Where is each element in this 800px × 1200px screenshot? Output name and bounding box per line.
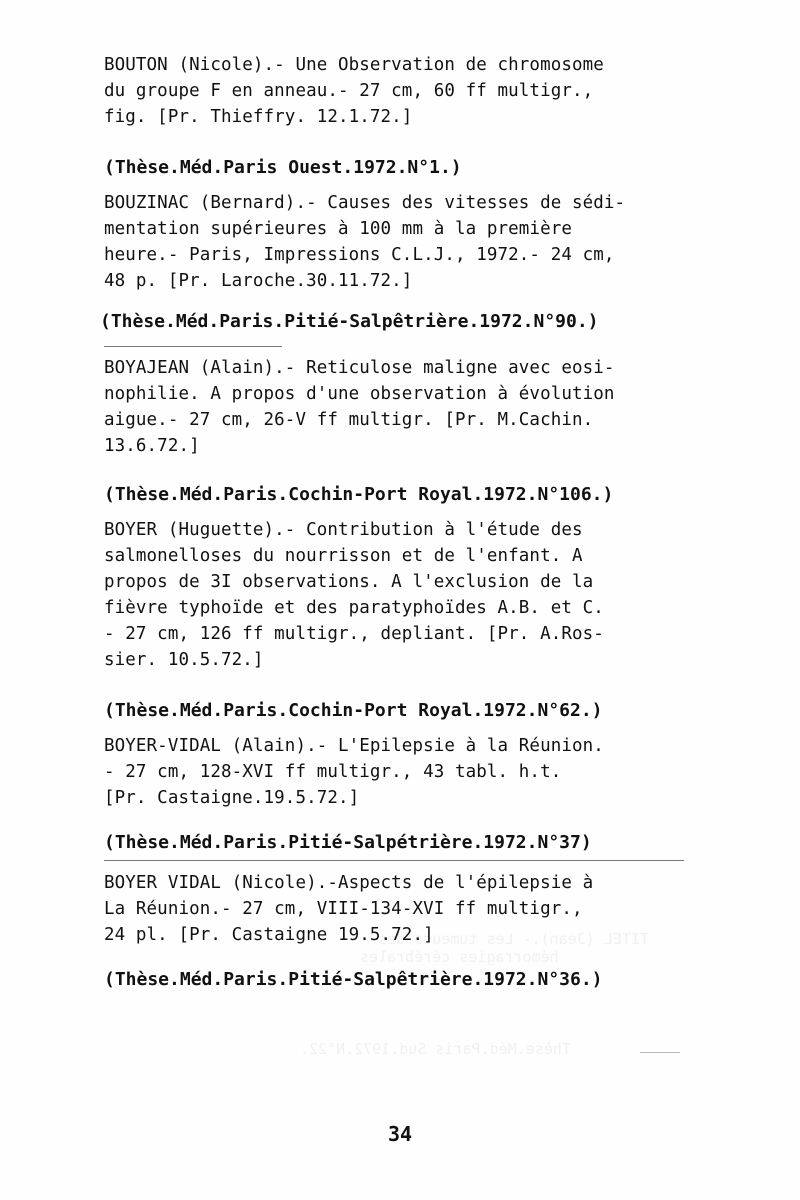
- divider-line: [104, 860, 684, 861]
- entry-thesis-note: (Thèse.Méd.Paris.Cochin-Port Royal.1972.N°106.): [104, 484, 614, 505]
- bibliography-entry: [104, 355, 704, 507]
- bibliography-entry: [104, 517, 704, 723]
- entry-citation: BOUTON (Nicole).- Une Observation de chromosome du groupe F en anneau.- 27 cm, 60 ff multigr., fig. [Pr. Thieffry. 12.1.72.]: [104, 55, 604, 127]
- bleed-through-ghost-text: TITEL (Jean).- Les tumeurs des hémorragies cérébrales: [360, 930, 649, 966]
- entry-thesis-note: (Thèse.Méd.Paris Ouest.1972.N°1.): [104, 157, 462, 178]
- page-number: 34: [387, 1122, 413, 1146]
- entry-citation: BOYAJEAN (Alain).- Reticulose maligne avec eosi- nophilie. A propos d'une observation à évolution aigue.- 27 cm, 26-V ff multigr. [Pr. M.Cachin. 13.6.72.]: [104, 358, 615, 456]
- entry-citation: BOYER (Huguette).- Contribution à l'étude des salmonelloses du nourrisson et de l'enfant. A propos de 3I observations. A l'exclusion de la fièvre typhoïde et des paratyphoïdes A.B. et C. - 27 cm, 126 ff multigr., depliant. [Pr. A.Ros- sier. 10.5.72.]: [104, 520, 604, 670]
- entry-citation: BOYER VIDAL (Nicole).-Aspects de l'épilepsie à La Réunion.- 27 cm, VIII-134-XVI ff multigr., 24 pl. [Pr. Castaigne 19.5.72.]: [104, 873, 594, 945]
- entry-thesis-note: (Thèse.Méd.Paris.Cochin-Port Royal.1972.N°62.): [104, 700, 603, 721]
- divider-line: [104, 346, 282, 347]
- divider-line: [640, 1052, 680, 1053]
- entry-citation: BOUZINAC (Bernard).- Causes des vitesses de sédi- mentation supérieures à 100 mm à la première heure.- Paris, Impressions C.L.J., 1972.- 24 cm, 48 p. [Pr. Laroche.30.11.72.]: [104, 193, 626, 291]
- entry-thesis-note: (Thèse.Méd.Paris.Pitié-Salpêtrière.1972.N°36.): [104, 969, 603, 990]
- bibliography-entry: [104, 733, 704, 855]
- bibliography-entry: [104, 52, 704, 180]
- entry-thesis-note: (Thèse.Méd.Paris.Pitié-Salpétrière.1972.N°37): [104, 832, 592, 853]
- bibliography-entry: [100, 190, 704, 334]
- bleed-through-ghost-text: Thèse.Méd.Paris Sud.1972.N°22.: [300, 1040, 571, 1058]
- bibliography-entry: [104, 870, 704, 992]
- entry-citation: BOYER-VIDAL (Alain).- L'Epilepsie à la Réunion. - 27 cm, 128-XVI ff multigr., 43 tabl. h.t. [Pr. Castaigne.19.5.72.]: [104, 736, 604, 808]
- entry-thesis-note: (Thèse.Méd.Paris.Pitié-Salpêtrière.1972.N°90.): [100, 311, 599, 332]
